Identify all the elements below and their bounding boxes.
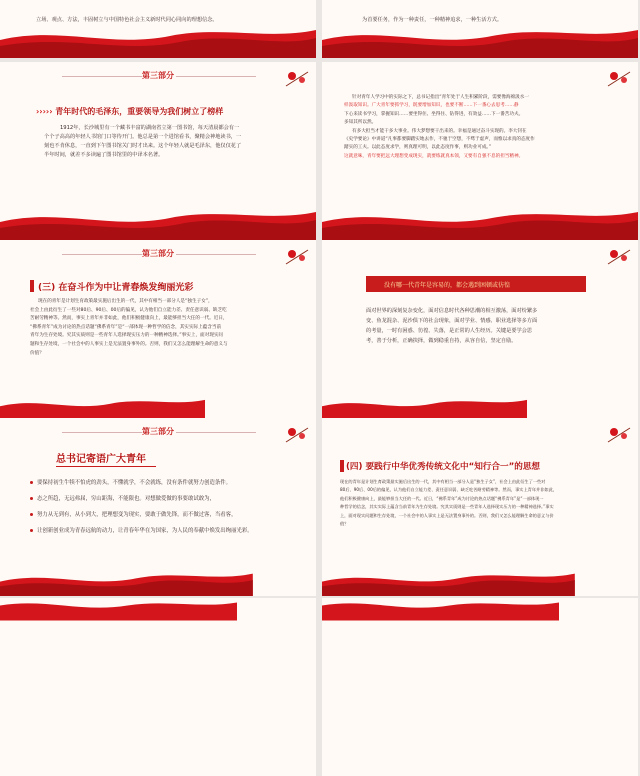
red-ribbon-wave — [0, 598, 237, 628]
body-line: 面对世界的深刻复杂变化，面对信息时代各种思潮的相互激荡，面对纷繁多 — [366, 308, 538, 314]
body-line: 苦耐劳精神等。然而，事实上青年并非如此，他们积极健康向上，最能够担当大任的一代。近日， — [30, 316, 228, 322]
red-ribbon-wave — [0, 18, 316, 58]
body-line: 值？ — [340, 521, 349, 527]
body-line: 刻也不肯休息，一直到下午图书馆关门时才出来。这个年轻人就是毛泽东，他仅仅花了 — [44, 143, 242, 149]
red-ribbon-wave — [322, 18, 638, 58]
red-ribbon-wave — [0, 564, 253, 596]
slide-thumbnail-4[interactable] — [322, 62, 638, 240]
body-line: 现在的青年是计划生育政策最实施后出生的一代，其中有相当一部分人是“独生子女”，社会上由此衍生了一些对 — [340, 479, 546, 484]
slide-body-text — [344, 94, 624, 161]
bullet-dot-icon — [30, 513, 33, 516]
red-ribbon-wave — [322, 564, 575, 596]
red-ribbon-wave — [322, 392, 527, 418]
bullet-dot-icon — [30, 497, 33, 500]
body-line: 的考量，一时有困惑、彷徨、失落，是正常的人生经历。关键是要学会思 — [366, 328, 533, 334]
bullet-text: 努力从无到有，从小到大，把理想变为现实，要敢于做先锋，而不做过客，当看客， — [37, 512, 237, 518]
section-label: 第三部分 — [142, 427, 174, 436]
body-line: 踏实的工夫。以此态度求学，则真理可明，以此态度作事，则功业可成。” — [344, 145, 492, 151]
body-line: 为首要任务，作为一种责任，一种精神追求，一种生活方式。 — [362, 17, 503, 23]
title-underline — [56, 466, 156, 467]
body-line-highlight: 这就意味，青年要把远大理想变成现实，就要练就真本领，又要有自强不息的担当精神。 — [344, 153, 524, 159]
slide-body-text — [366, 306, 626, 346]
red-plum-blossom-icon — [606, 246, 632, 266]
body-line: 1912年，长沙城里有一个藏书丰富的湖南省立第一图书馆，每天清晨都会有一 — [60, 125, 240, 131]
section-label: 第三部分 — [142, 249, 174, 258]
red-plum-blossom-icon — [284, 246, 310, 266]
red-plum-blossom-icon — [284, 424, 310, 444]
body-line: 考，善于分析，正确抉择，做到稳重自持，从容自信，坚定自励。 — [366, 338, 517, 344]
body-line: 有多大担当才能干多大事业。伟大梦想要干出来的。幸福是通过奋斗实现的。李大钊在 — [352, 128, 527, 134]
bullet-text: 要保持初生牛犊不怕虎的劲头，不懂就学，不会就练，没有条件就努力创造条件。 — [37, 480, 232, 486]
title-accent-bar — [340, 460, 344, 472]
slide-thumbnail-9[interactable] — [0, 598, 316, 776]
slide-title: (三) 在奋斗作为中让青春焕发绚丽光彩 — [38, 283, 194, 293]
body-line: 80后、90后、00后的偏见，认为他们自立能力差、责任意识弱、缺乏吃苦耐劳精神等。然而，事实上青年并非如此， — [340, 487, 557, 493]
section-label: 第三部分 — [142, 71, 174, 80]
slide-thumbnail-3[interactable] — [0, 62, 316, 240]
red-plum-blossom-icon — [606, 68, 632, 88]
body-line: 立场、观点、方法，丰固树立与中国特色社会主义新时代同心同向的理想信念。 — [36, 17, 218, 23]
bullet-item — [30, 526, 316, 534]
body-line: 现在的青年是计划生育政策最实施后出生的一代，其中有相当一部分人是“独生子女”， — [38, 299, 213, 304]
body-line: “佛系青年”成为讨论的热点话题“佛系青年”是“一部体现一种哲学的信念，其实实际上蕴含当前 — [30, 324, 222, 330]
body-line: 样汲取知识。广大青年要抓学习，既要增加知识，也要不断……下一番心去思考……静 — [344, 103, 519, 109]
bullet-text: 态之所趋，无远弗届，穷山距海，不能限也。对想做爱做的事要敢试敢为， — [37, 496, 215, 502]
red-plum-blossom-icon — [606, 424, 632, 444]
bullet-text: 让创新创业成为青春远航的动力，让青春年华在为国家，为人民的奉献中焕发出绚丽光彩。 — [37, 528, 253, 534]
bullet-item — [30, 510, 310, 518]
slide-thumbnail-2[interactable] — [322, 0, 638, 58]
slide-thumbnail-7[interactable] — [0, 418, 316, 596]
slide-thumbnail-5[interactable] — [0, 240, 316, 418]
body-line: 《史学要论》中讲道“凡事都要脚踏实地去作，不驰于空想，不骛于虚声，而惟以求真的态度作 — [344, 137, 535, 143]
red-ribbon-wave — [0, 200, 316, 240]
slide-title: 总书记寄语广大青年 — [56, 454, 146, 465]
body-line: 个个子高高的年轻人书馆门口等待开门。他总是第一个进馆看书，聚精会神地读书，一 — [44, 134, 242, 140]
title-accent-bar — [30, 280, 34, 292]
red-plum-blossom-icon — [284, 68, 310, 88]
slide-title-text: 青年时代的毛泽东，重要领导为我们树立了榜样 — [55, 107, 224, 116]
slide-thumbnail-6[interactable] — [322, 240, 638, 418]
bullet-dot-icon — [30, 481, 33, 484]
bullet-dot-icon — [30, 529, 33, 532]
body-line: 他们积极健康向上，最能够担当大任的一代。近日，“佛系青年”成为讨论的热点话题“佛系青年”是“一部体现一 — [340, 495, 544, 501]
chevron-arrows-icon: ››››› — [36, 107, 56, 116]
section-divider-right — [176, 432, 256, 433]
body-line: 下心来读书学习，掌握知识……要坐得住、坐得住、钻得进，有效益……下一番苦功夫。 — [344, 111, 524, 117]
body-line: 题和生存处境，一个社会中的人事实上是无法置身事外的。否则，我们又怎么能理解生命的意义与 — [30, 341, 228, 347]
body-line: 半年时间，就差不多读遍了图书馆里的中译本名著。 — [44, 152, 164, 158]
body-line: 多知其所以然。 — [344, 120, 377, 126]
slide-body-text — [340, 478, 626, 528]
slide-thumbnail-1[interactable] — [0, 0, 316, 58]
body-line: 青年为生存处境。究其实质则是一些青年人选择现实压力的一种精神选择。”事实上，面对现实问 — [30, 333, 224, 339]
body-line: 上，面对现实问题和生存处境，一个社会中的人事实上是无法置身事外的。否则，我们又怎么能理解生命的意义与价 — [340, 512, 554, 518]
red-ribbon-wave — [0, 392, 205, 418]
slide-title: (四) 要践行中华优秀传统文化中“知行合一”的思想 — [346, 462, 541, 472]
slide-title — [36, 106, 223, 117]
slide-thumbnail-8[interactable] — [322, 418, 638, 596]
banner-text: 没有哪一代青年是容易的，都会遇到困顿或彷徨 — [384, 282, 511, 289]
red-ribbon-wave — [322, 200, 638, 240]
slide-body-text — [30, 298, 302, 358]
body-line: 针对青年人学习中的实际之下，总书记指出“青年处于人生积累阶段，需要像海绵汲水一 — [352, 95, 529, 100]
body-line: 社会上由此衍生了一些对80后、90后、00后的偏见，认为他们自立能力差、责任意识弱、缺乏吃 — [30, 307, 227, 313]
bullet-item — [30, 494, 310, 502]
body-line: 种哲学的信念，其实实际上蕴含当前青年为生存处境。究其实质则是一些青年人选择现实压力的一种精神选择。”事实 — [340, 504, 554, 510]
section-divider-right — [176, 76, 256, 77]
bullet-item — [30, 478, 310, 486]
section-divider-right — [176, 254, 256, 255]
red-ribbon-wave — [322, 598, 559, 628]
slide-body-text — [44, 124, 300, 160]
slide-thumbnail-10[interactable] — [322, 598, 638, 776]
body-line: 变、鱼龙混杂、泥沙俱下的社会现象，面对学业、情感、职业选择等多方面 — [366, 318, 538, 324]
body-line: 价值？ — [30, 350, 44, 356]
